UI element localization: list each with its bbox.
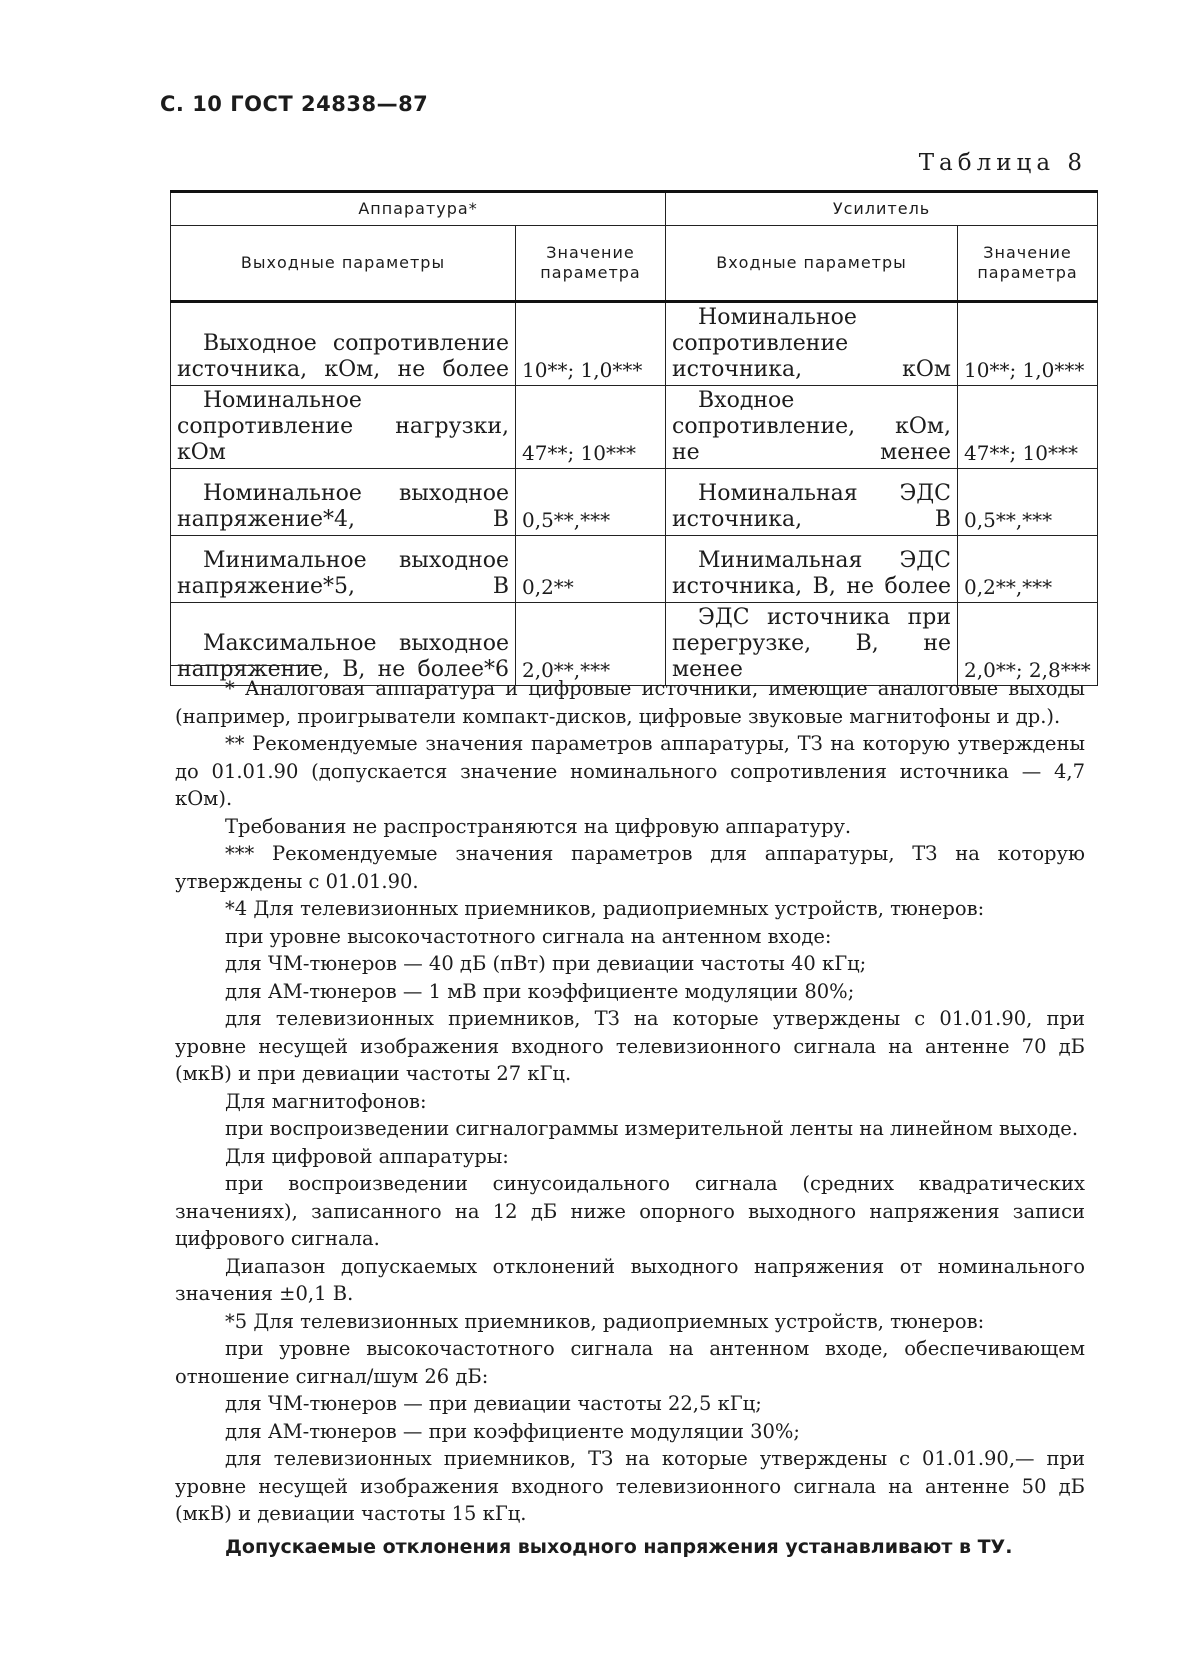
footnote: *5 Для телевизионных приемников, радиоприемных устройств, тюнеров:: [225, 1309, 985, 1333]
input-value-cell: 47**; 10***: [958, 386, 1098, 469]
footnote: для телевизионных приемников, ТЗ на которые утверждены с 01.01.90,— при уровне несущей изображения входного телевизионного сигнала на антенне 50 дБ (мкВ) и девиации частоты 15 кГц.: [175, 1447, 1085, 1525]
footnote: для ЧМ-тюнеров — при девиации частоты 22,5 кГц;: [225, 1392, 762, 1415]
footnote: *** Рекомендуемые значения параметров для аппаратуры, ТЗ на которую утверждены с 01.01.90.: [175, 842, 1085, 893]
table-row: [171, 386, 1098, 469]
footnote: Требования не распространяются на цифровую аппаратуру.: [225, 814, 852, 838]
input-value-cell: 0,5**,***: [958, 469, 1098, 536]
table-row: [171, 469, 1098, 536]
output-value-cell: 47**; 10***: [516, 386, 666, 469]
output-value-cell: 2,0**,***: [516, 603, 666, 686]
input-value-cell: 2,0**; 2,8***: [958, 603, 1098, 686]
input-value-cell: 10**; 1,0***: [958, 302, 1098, 386]
footnotes: [175, 675, 1085, 1561]
output-param-cell: Максимальное выходное напряжение, В, не более*6: [171, 603, 516, 686]
output-param-cell: Выходное сопротивление источника, кОм, не более: [171, 302, 516, 386]
footnote: * Аналоговая аппаратура и цифровые источники, имеющие аналоговые выходы (например, проигрыватели компакт-дисков, цифровые звуковые магнитофоны и др.).: [175, 677, 1085, 728]
input-param-cell: Номинальная ЭДС источника, В: [666, 469, 958, 536]
footnote: Для магнитофонов:: [225, 1089, 427, 1113]
output-value-cell: 0,2**: [516, 536, 666, 603]
input-param-cell: ЭДС источника при перегрузке, В, не менее: [666, 603, 958, 686]
footnote: для телевизионных приемников, ТЗ на которые утверждены с 01.01.90, при уровне несущей изображения входного телевизионного сигнала на антенне 70 дБ (мкВ) и при девиации частоты 27 кГц.: [175, 1007, 1085, 1085]
table-group-header-row: [171, 192, 1098, 226]
input-value-cell: 0,2**,***: [958, 536, 1098, 603]
footnote-separator: [170, 665, 320, 666]
table-row: [171, 302, 1098, 386]
footnote: при уровне высокочастотного сигнала на антенном входе, обеспечивающем отношение сигнал/шум 26 дБ:: [175, 1337, 1085, 1388]
group-header-apparatus: Аппаратура*: [171, 192, 666, 226]
footnote: *4 Для телевизионных приемников, радиоприемных устройств, тюнеров:: [225, 897, 985, 920]
table-column-header-row: [171, 226, 1098, 302]
footnote: ** Рекомендуемые значения параметров аппаратуры, ТЗ на которую утверждены до 01.01.90 (допускается значение номинального сопротивления источника — 4,7 кОм).: [175, 732, 1085, 810]
output-param-cell: Номинальное сопротивление нагрузки, кОм: [171, 386, 516, 469]
output-param-cell: Минимальное выходное напряжение*5, В: [171, 536, 516, 603]
col-header-output-params: Выходные параметры: [171, 226, 516, 302]
output-value-cell: 0,5**,***: [516, 469, 666, 536]
parameters-table: [170, 190, 1098, 686]
final-note: Допускаемые отклонения выходного напряжения устанавливают в ТУ.: [225, 1535, 1013, 1558]
footnote: при воспроизведении сигналограммы измерительной ленты на линейном выходе.: [225, 1117, 1079, 1140]
table-row: [171, 603, 1098, 686]
input-param-cell: Входное сопротивление, кОм, не менее: [666, 386, 958, 469]
input-param-cell: Номинальное сопротивление источника, кОм: [666, 302, 958, 386]
col-header-input-params: Входные параметры: [666, 226, 958, 302]
output-param-cell: Номинальное выходное напряжение*4, В: [171, 469, 516, 536]
group-header-amplifier: Усилитель: [666, 192, 1098, 226]
col-header-value-left: Значение параметра: [516, 226, 666, 302]
table-title: Таблица 8: [918, 150, 1087, 176]
input-param-cell: Минимальная ЭДС источника, В, не более: [666, 536, 958, 603]
col-header-value-right: Значение параметра: [958, 226, 1098, 302]
output-value-cell: 10**; 1,0***: [516, 302, 666, 386]
footnote: при воспроизведении синусоидального сигнала (средних квадратических значениях), записанного на 12 дБ ниже опорного выходного напряжения записи цифрового сигнала.: [175, 1172, 1085, 1250]
page-header: С. 10 ГОСТ 24838—87: [160, 92, 429, 116]
footnote: для АМ-тюнеров — при коэффициенте модуляции 30%;: [225, 1419, 800, 1443]
footnote: для ЧМ-тюнеров — 40 дБ (пВт) при девиации частоты 40 кГц;: [225, 952, 867, 975]
footnote: Для цифровой аппаратуры:: [225, 1144, 509, 1168]
footnote: при уровне высокочастотного сигнала на антенном входе:: [225, 924, 832, 948]
table-row: [171, 536, 1098, 603]
footnote: для АМ-тюнеров — 1 мВ при коэффициенте модуляции 80%;: [225, 979, 855, 1003]
footnote: Диапазон допускаемых отклонений выходного напряжения от номинального значения ±0,1 В.: [175, 1254, 1085, 1305]
